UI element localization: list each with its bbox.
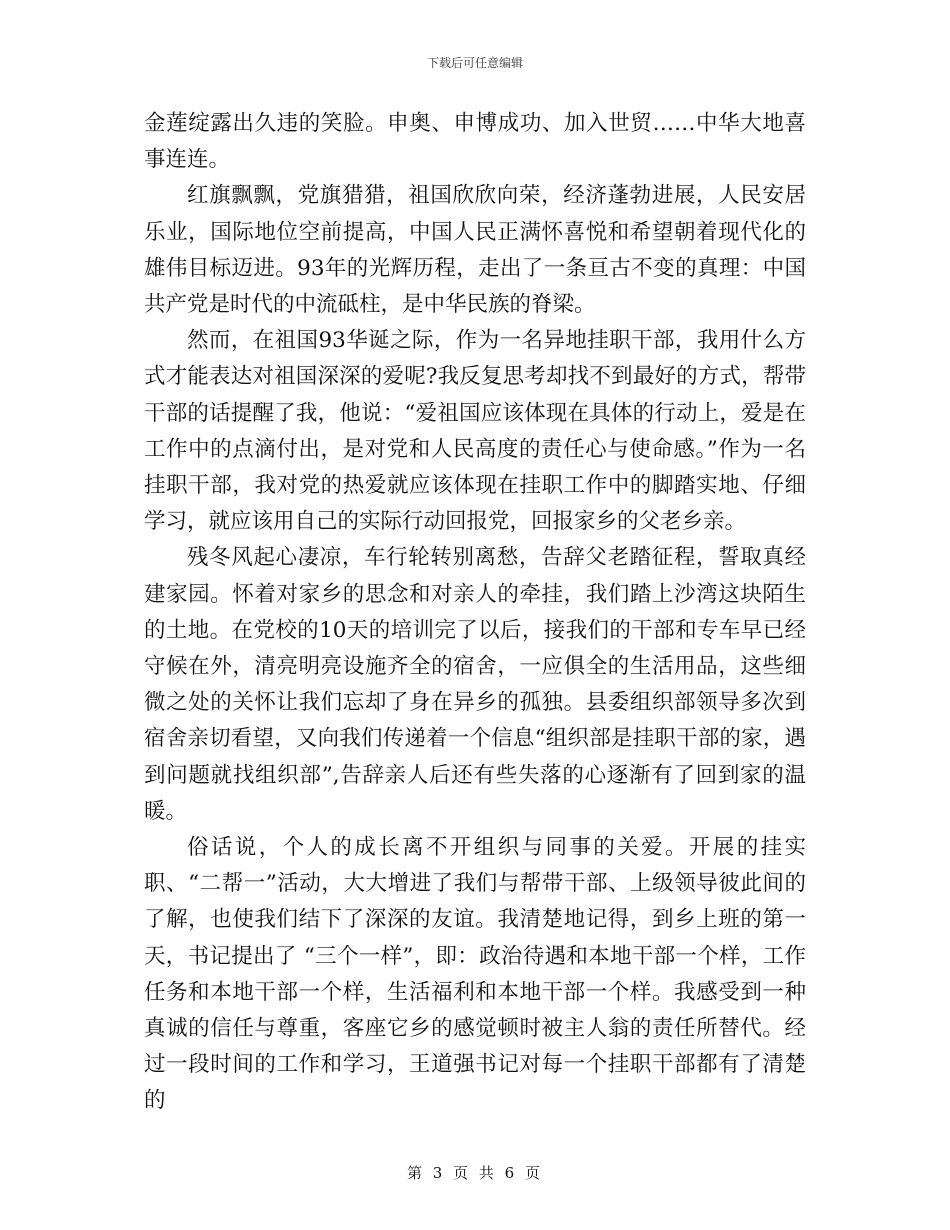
- paragraph-2: 红旗飘飘，党旗猎猎，祖国欣欣向荣，经济蓬勃进展，人民安居乐业，国际地位空前提高，中国人民正满怀喜悦和希望朝着现代化的雄伟目标迈进。93年的光辉历程，走出了一条亘古不变的真理：中国共产党是时代的中流砥柱，是中华民族的脊梁。: [144, 183, 806, 318]
- page-number-footer: 第 3 页 共 6 页: [407, 1164, 543, 1182]
- paragraph-5: 俗话说，个人的成长离不开组织与同事的关爱。开展的挂实职、“二帮一”活动，大大增进了我们与帮带干部、上级领导彼此间的了解，也使我们结下了深深的友谊。我清楚地记得，到乡上班的第一天，书记提出了 “三个一样”，即：政治待遇和本地干部一个样，工作任务和本地干部一个样，生活福利和本地干部一个样。我感受到一种真诚的信任与尊重，客座它乡的感觉顿时被主人翁的责任所替代。经过一段时间的工作和学习，王道强书记对每一个挂职干部都有了清楚的: [144, 835, 806, 1114]
- paragraph-1: 金莲绽露出久违的笑脸。申奥、申博成功、加入世贸……中华大地喜事连连。: [144, 111, 806, 173]
- paragraph-3: 然而，在祖国93华诞之际，作为一名异地挂职干部，我用什么方式才能表达对祖国深深的爱呢?我反复思考却找不到最好的方式，帮带干部的话提醒了我，他说：“爱祖国应该体现在具体的行动上，爱是在工作中的点滴付出，是对党和人民高度的责任心与使命感。”作为一名挂职干部，我对党的热爱就应该体现在挂职工作中的脚踏实地、仔细学习，就应该用自己的实际行动回报党，回报家乡的父老乡亲。: [144, 328, 806, 535]
- paragraph-4: 残冬风起心凄凉，车行轮转别离愁，告辞父老踏征程，誓取真经建家园。怀着对家乡的思念和对亲人的牵挂，我们踏上沙湾这块陌生的土地。在党校的10天的培训完了以后，接我们的干部和专车早已经守候在外，清亮明亮设施齐全的宿舍，一应俱全的生活用品，这些细微之处的关怀让我们忘却了身在异乡的孤独。县委组织部领导多次到宿舍亲切看望，又向我们传递着一个信息“组织部是挂职干部的家，遇到问题就找组织部”,告辞亲人后还有些失落的心逐渐有了回到家的温暖。: [144, 545, 806, 824]
- page-header: 下载后可任意编辑: [426, 56, 523, 70]
- document-body: [144, 106, 806, 1120]
